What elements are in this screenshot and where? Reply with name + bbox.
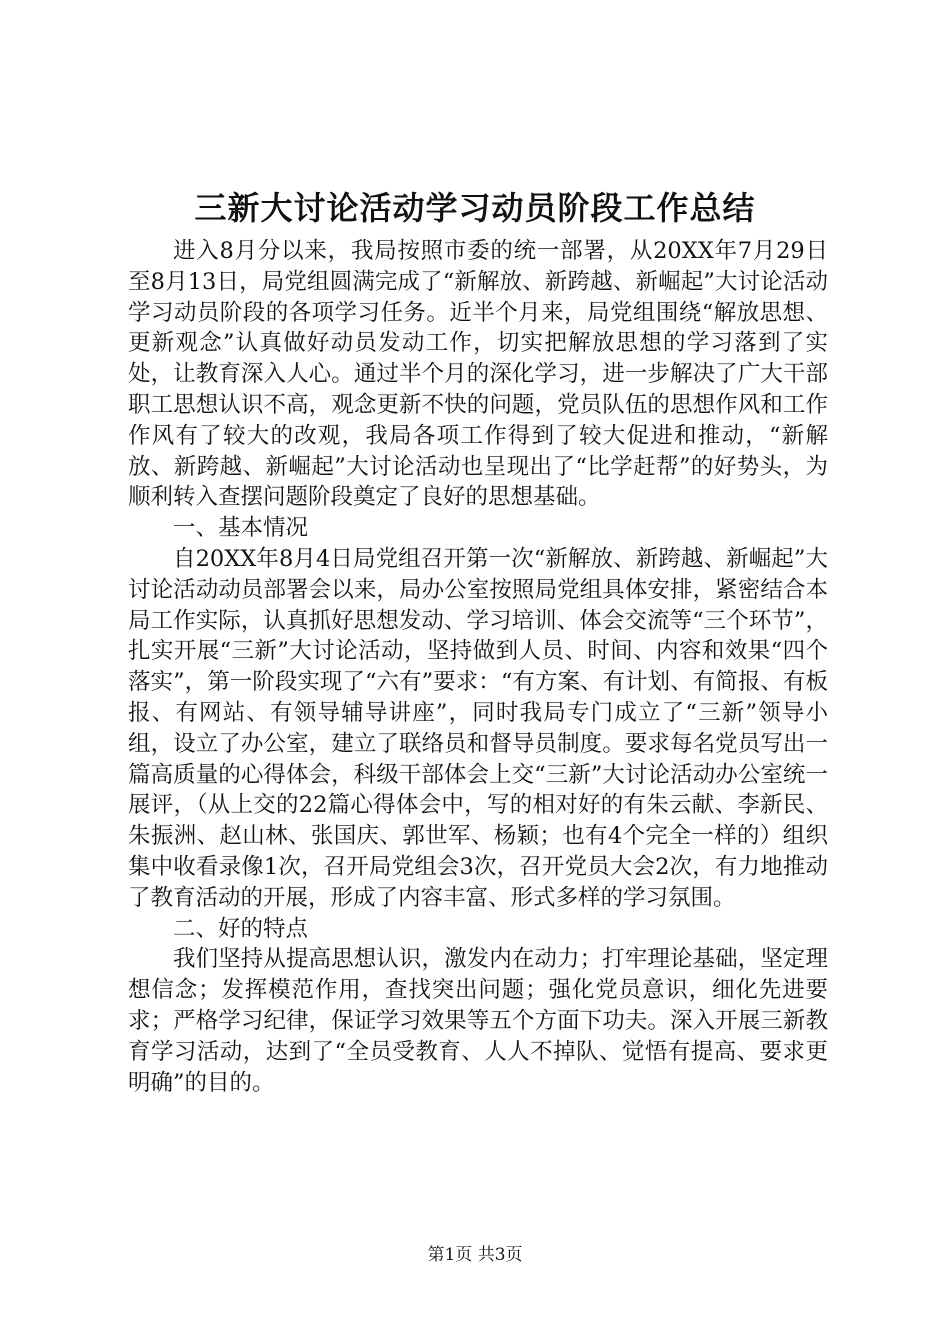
section-heading-good-features: 二、好的特点 [173,915,309,942]
section-heading-basic-situation: 一、基本情况 [173,515,309,542]
paragraph-good-features: 我们坚持从提高思想认识，激发内在动力；打牢理论基础，坚定理想信念；发挥模范作用，查找突出问题；强化党员意识，细化先进要求；严格学习纪律，保证学习效果等五个方面下功夫。深入开展三新教育学习活动，达到了“全员受教育、人人不掉队、觉悟有提高、要求更明确”的目的。 [128,946,828,1096]
paragraph-intro: 进入8月分以来，我局按照市委的统一部署，从20XX年7月29日至8月13日，局党组圆满完成了“新解放、新跨越、新崛起”大讨论活动学习动员阶段的各项学习任务。近半个月来，局党组围绕“解放思想、更新观念”认真做好动员发动工作，切实把解放思想的学习落到了实处，让教育深入人心。通过半个月的深化学习，进一步解决了广大干部职工思想认识不高，观念更新不快的问题，党员队伍的思想作风和工作作风有了较大的改观，我局各项工作得到了较大促进和推动，“新解放、新跨越、新崛起”大讨论活动也呈现出了“比学赶帮”的好势头，为顺利转入查摆问题阶段奠定了良好的思想基础。 [128,238,828,511]
paragraph-basic-situation: 自20XX年8月4日局党组召开第一次“新解放、新跨越、新崛起”大讨论活动动员部署会以来，局办公室按照局党组具体安排，紧密结合本局工作实际，认真抓好思想发动、学习培训、体会交流等“三个环节”，扎实开展“三新”大讨论活动，坚持做到人员、时间、内容和效果“四个落实”，第一阶段实现了“六有”要求：“有方案、有计划、有简报、有板报、有网站、有领导辅导讲座”，同时我局专门成立了“三新”领导小组，设立了办公室，建立了联络员和督导员制度。要求每名党员写出一篇高质量的心得体会，科级干部体会上交“三新”大讨论活动办公室统一展评，（从上交的22篇心得体会中，写的相对好的有朱云献、李新民、朱振洲、赵山林、张国庆、郭世军、杨颖；也有4个完全一样的）组织集中收看录像1次，召开局党组会3次，召开党员大会2次，有力地推动了教育活动的开展，形成了内容丰富、形式多样的学习氛围。 [128,545,828,911]
page-number-footer: 第1页 共3页 [427,1245,523,1265]
document-title: 三新大讨论活动学习动员阶段工作总结 [194,189,756,227]
document-body [128,236,828,1098]
